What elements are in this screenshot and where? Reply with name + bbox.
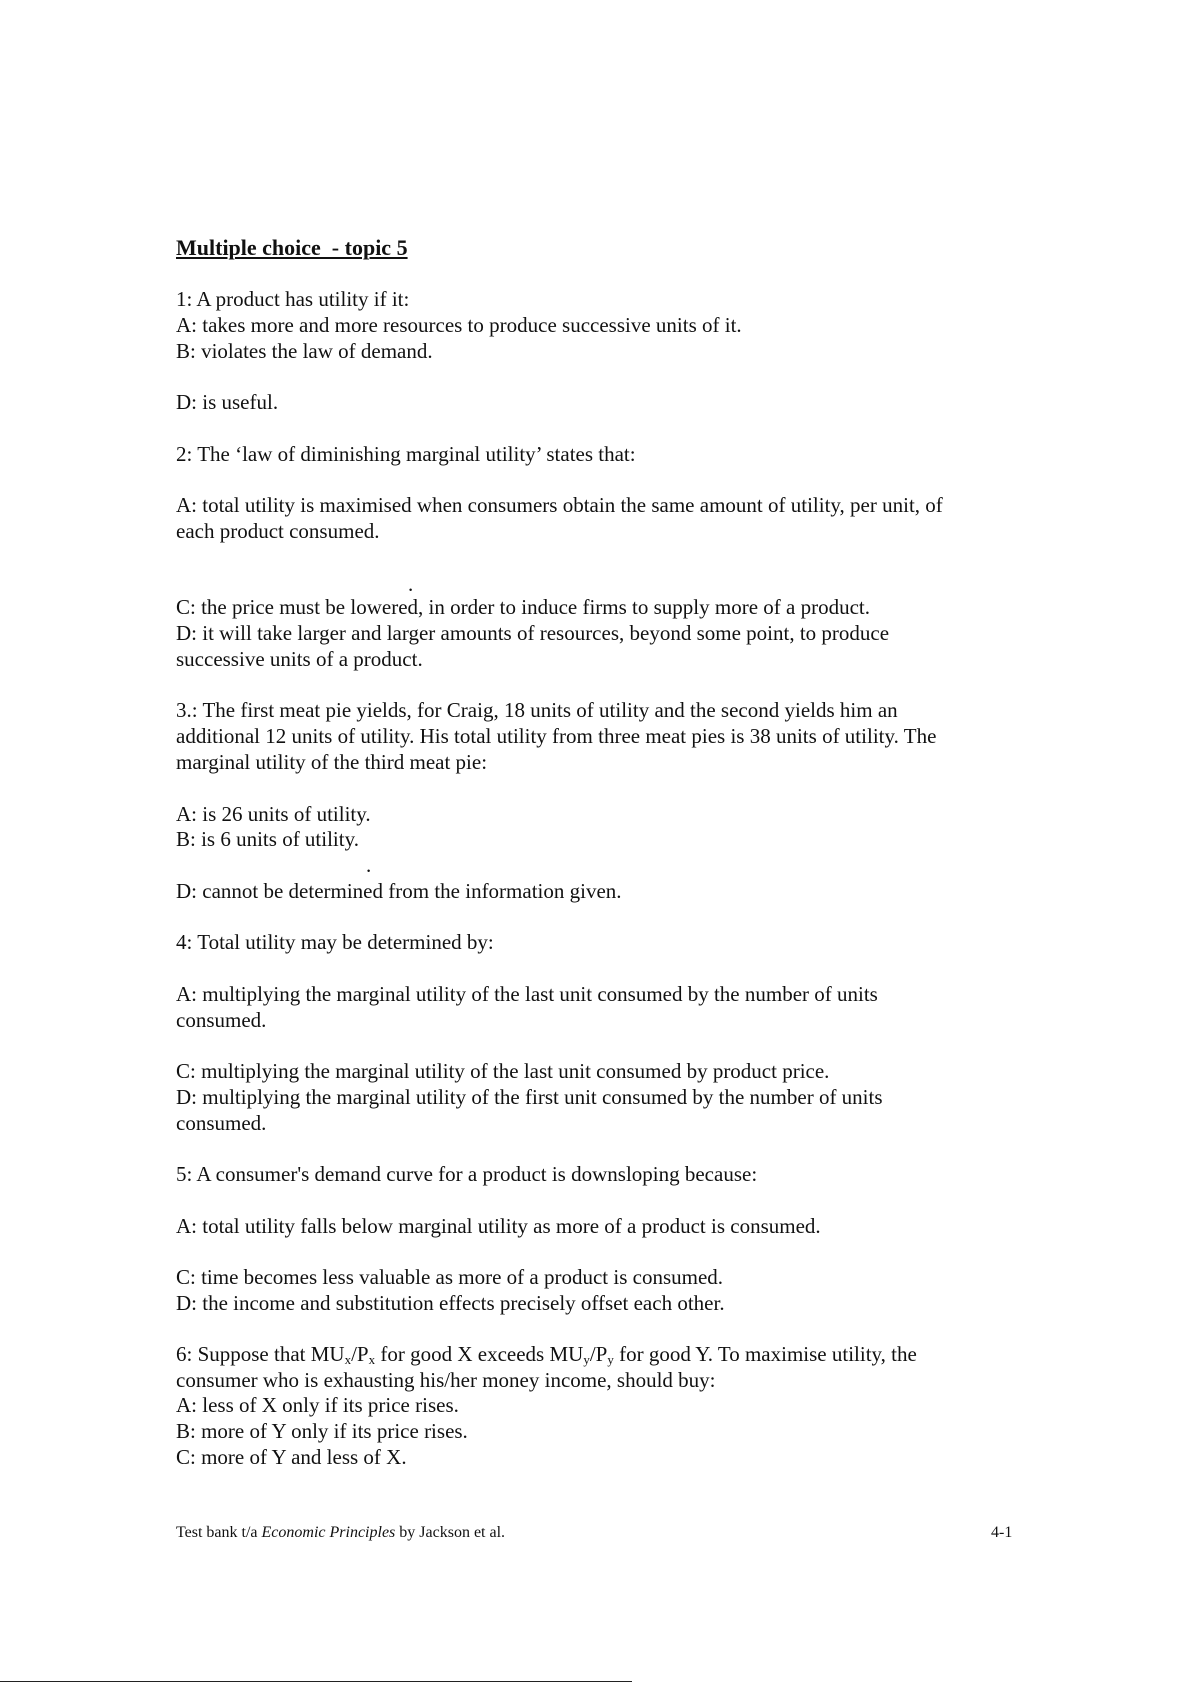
q4-option-d-cont: consumed. <box>176 1111 267 1135</box>
q4-option-c: C: multiplying the marginal utility of the last unit consumed by product price. <box>176 1059 830 1083</box>
q5-option-c: C: time becomes less valuable as more of a product is consumed. <box>176 1265 724 1289</box>
q2-stem: 2: The ‘law of diminishing marginal utility’ states that: <box>176 442 636 466</box>
q6-subscript-y: y <box>607 1352 614 1367</box>
q6-option-a: A: less of X only if its price rises. <box>176 1393 459 1417</box>
q5-option-d: D: the income and substitution effects precisely offset each other. <box>176 1291 725 1315</box>
q6-subscript-x: x <box>368 1352 376 1367</box>
footer-suffix: by Jackson et al. <box>395 1524 506 1541</box>
q6-stem-text-2: /P <box>351 1342 369 1366</box>
q1-option-a: A: takes more and more resources to produce successive units of it. <box>176 313 742 337</box>
q6-stem-text-5: for good Y. To maximise utility, the <box>613 1342 917 1366</box>
footer-book-title: Economic Principles <box>261 1524 396 1541</box>
q1-option-b: B: violates the law of demand. <box>176 339 433 363</box>
q1-option-d: D: is useful. <box>176 390 279 414</box>
q6-subscript-x: x <box>344 1352 352 1367</box>
footer-prefix: Test bank t/a <box>176 1524 262 1541</box>
q6-stem <box>176 1341 917 1367</box>
q6-option-b: B: more of Y only if its price rises. <box>176 1419 468 1443</box>
q6-stem-text-3: for good X exceeds MU <box>375 1342 584 1366</box>
q5-option-a: A: total utility falls below marginal utility as more of a product is consumed. <box>176 1214 821 1238</box>
q3-stem-cont: additional 12 units of utility. His total utility from three meat pies is 38 units of utility. The <box>176 724 937 748</box>
q6-subscript-y: y <box>583 1352 590 1367</box>
q3-option-a: A: is 26 units of utility. <box>176 802 371 826</box>
page-number: 4-1 <box>991 1524 1013 1541</box>
q3-stem-cont2: marginal utility of the third meat pie: <box>176 750 488 774</box>
page-title: Multiple choice - topic 5 <box>176 235 408 260</box>
q3-option-b: B: is 6 units of utility. <box>176 827 359 851</box>
footer-citation <box>176 1523 505 1543</box>
q3-stray-dot: . <box>366 853 372 877</box>
q6-stem-text-1: 6: Suppose that MU <box>176 1342 345 1366</box>
q3-option-d: D: cannot be determined from the information given. <box>176 879 622 903</box>
q4-option-a: A: multiplying the marginal utility of the last unit consumed by the number of units <box>176 982 878 1006</box>
q5-stem: 5: A consumer's demand curve for a product is downsloping because: <box>176 1162 758 1186</box>
q2-option-a-cont: each product consumed. <box>176 519 380 543</box>
q4-option-a-cont: consumed. <box>176 1008 267 1032</box>
q2-option-c: C: the price must be lowered, in order to induce firms to supply more of a product. <box>176 595 870 619</box>
q2-option-d: D: it will take larger and larger amounts of resources, beyond some point, to produce <box>176 621 890 645</box>
q4-option-d: D: multiplying the marginal utility of the first unit consumed by the number of units <box>176 1085 883 1109</box>
q6-stem-cont: consumer who is exhausting his/her money income, should buy: <box>176 1368 716 1392</box>
q4-stem: 4: Total utility may be determined by: <box>176 930 494 954</box>
q2-stray-dot: . <box>408 572 414 596</box>
q2-option-a: A: total utility is maximised when consumers obtain the same amount of utility, per unit, of <box>176 493 943 517</box>
q6-stem-text-4: /P <box>589 1342 608 1366</box>
bottom-divider <box>0 1681 632 1682</box>
q3-stem: 3.: The first meat pie yields, for Craig, 18 units of utility and the second yields him an <box>176 698 898 722</box>
q6-option-c: C: more of Y and less of X. <box>176 1445 407 1469</box>
q2-option-d-cont: successive units of a product. <box>176 647 423 671</box>
q1-stem: 1: A product has utility if it: <box>176 287 410 311</box>
